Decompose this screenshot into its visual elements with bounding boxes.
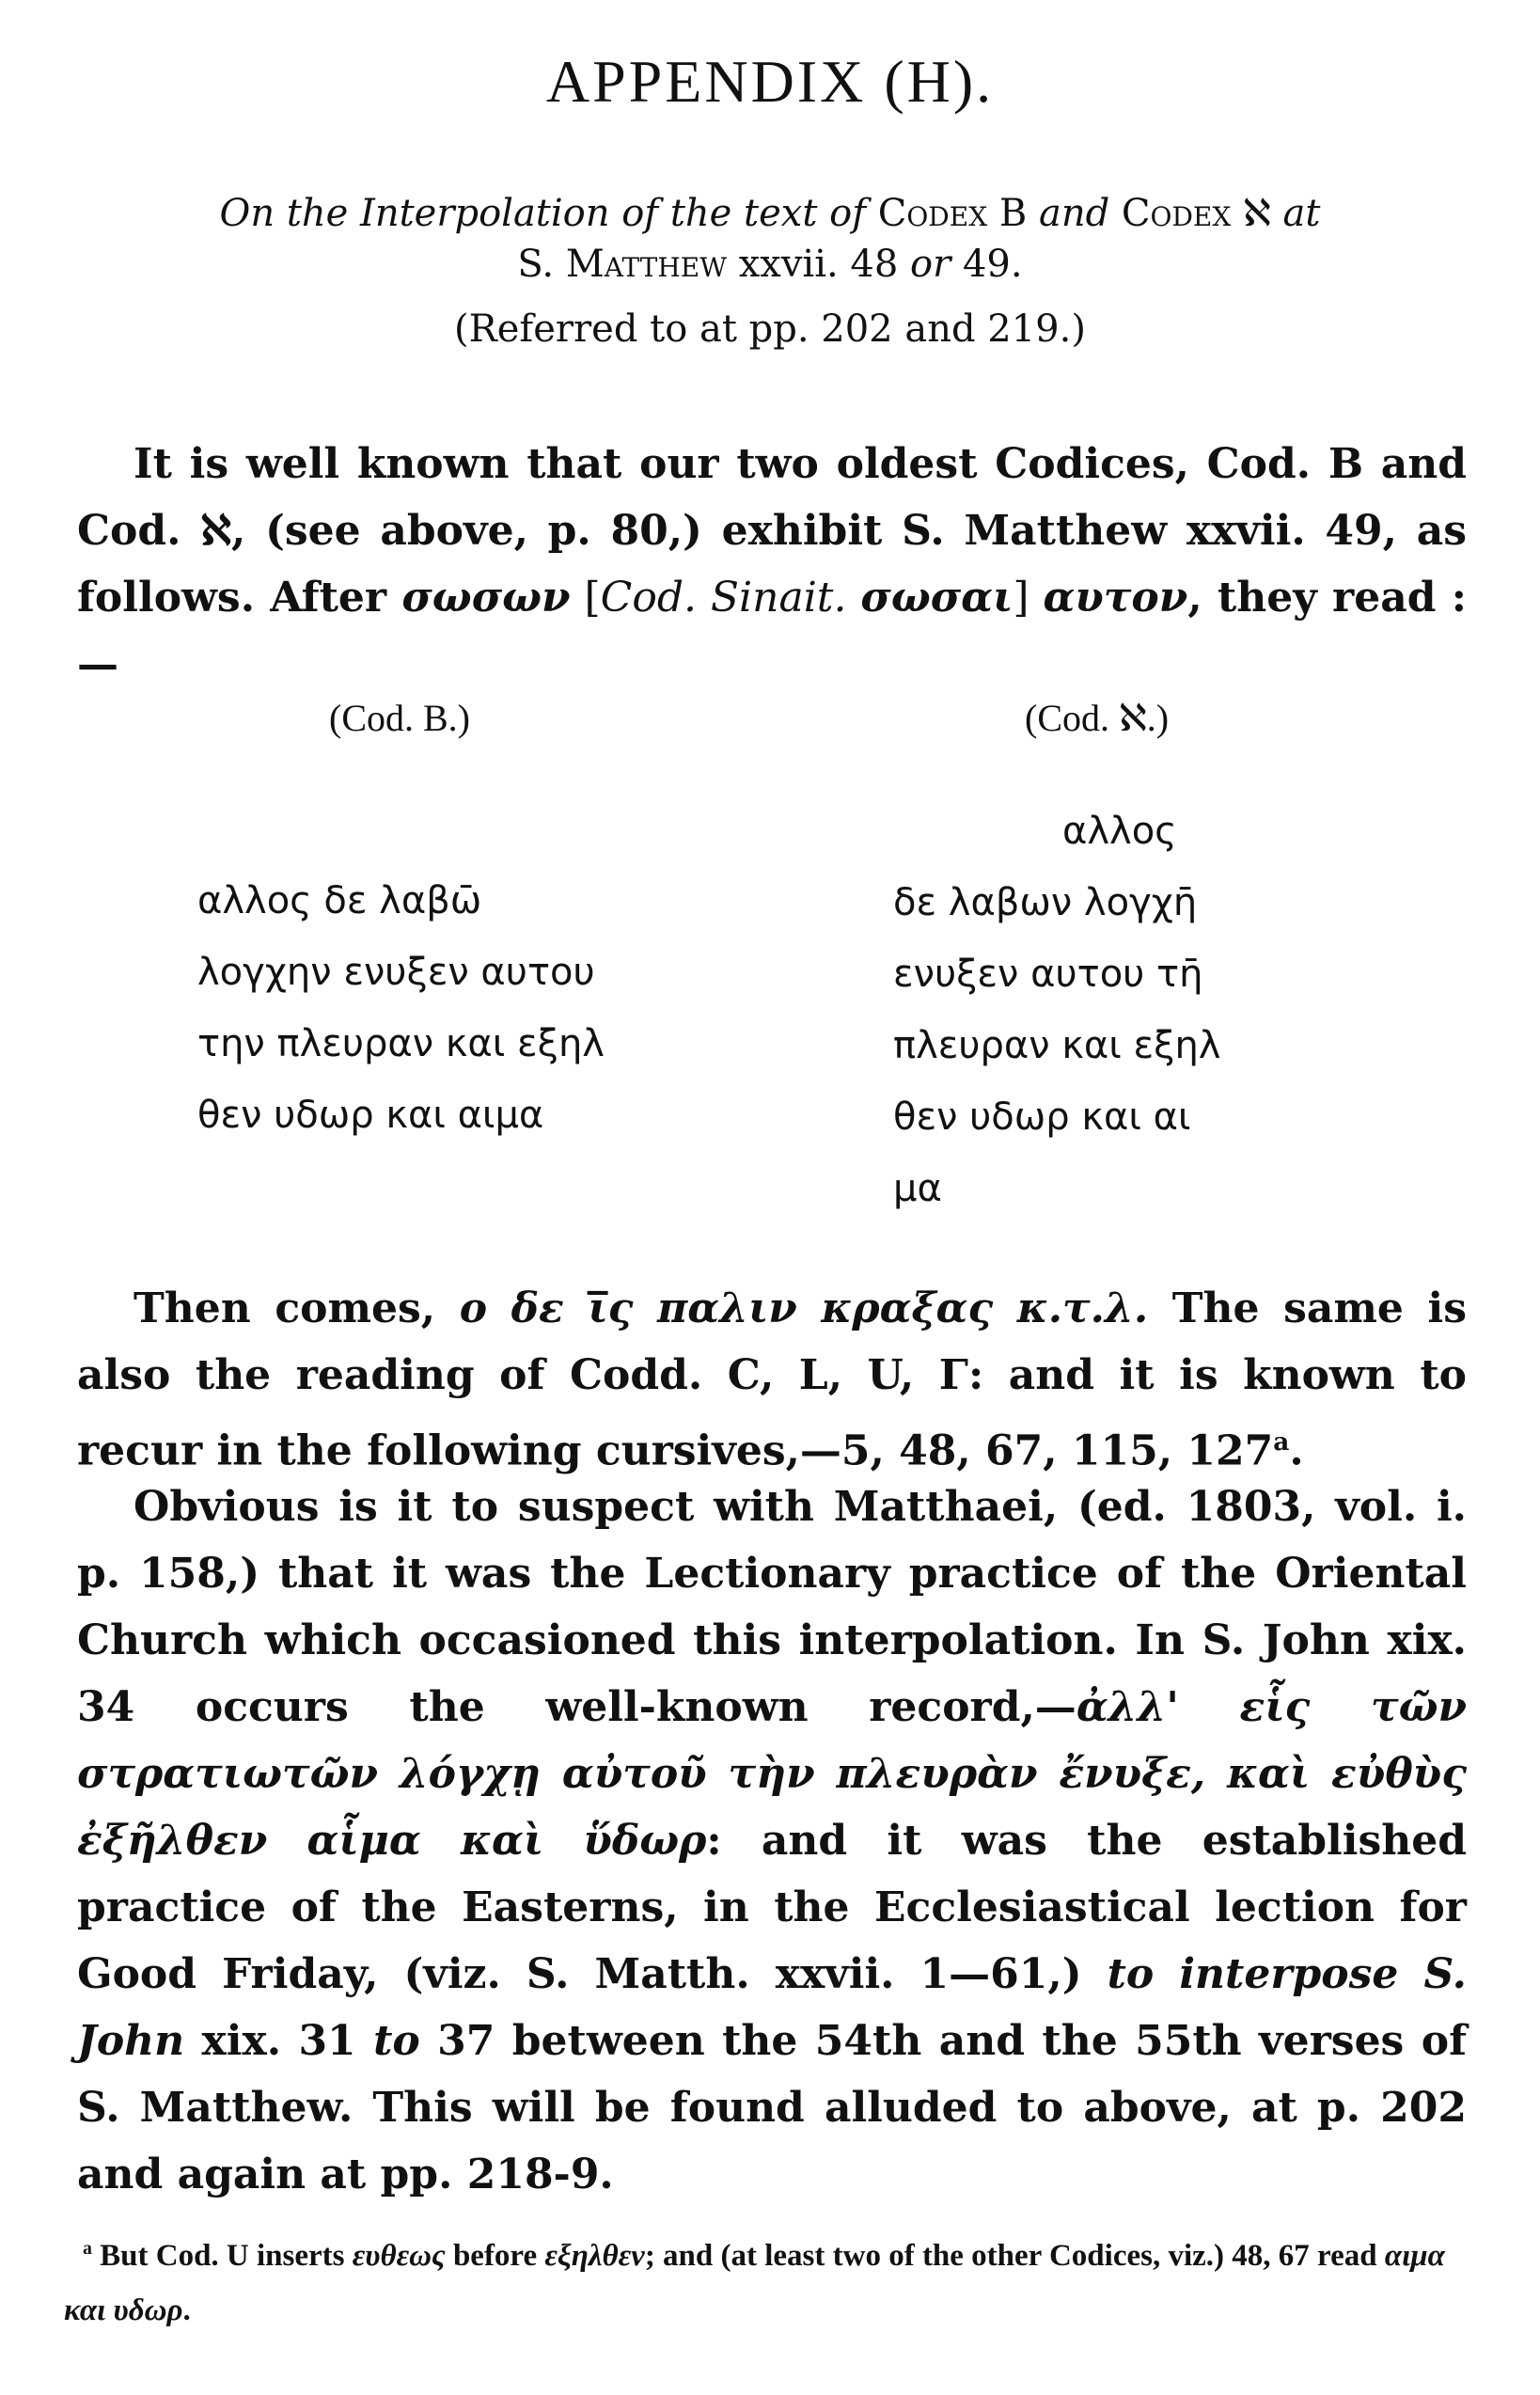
col-aleph-line: δε λαβων λογχη̄	[893, 881, 1198, 924]
reference-note: (Referred to at pp. 202 and 219.)	[454, 307, 1086, 351]
text: Obvious is it to suspect with Matthaei, (ed. 1803, vol. i. p. 158,) that it was the Lectionary practice of the Oriental Church which occasioned this interpolation. In S. John xix. 34 occurs the well-known record,—	[77, 1483, 1467, 1731]
italic-text: to interpose S. John	[77, 1950, 1467, 2065]
greek-text: εξηλθεν	[544, 2239, 645, 2273]
text: ; and (at least two of the other Codices, viz.) 48, 67 read	[644, 2239, 1385, 2273]
text: xix. 31	[184, 2017, 374, 2065]
italic-text: to	[373, 2017, 420, 2065]
subtitle-text: xxvii. 48	[726, 243, 911, 286]
codex-b-label: Codex B	[877, 192, 1028, 235]
text: .	[182, 2293, 191, 2327]
greek-text: σωσαι	[860, 574, 1014, 622]
subtitle	[0, 188, 1540, 290]
greek-text: σωσων	[401, 574, 571, 622]
greek-text: ο δε ι̅ς παλιν κραξας κ.τ.λ.	[459, 1284, 1149, 1332]
col-b-line: λογχην ενυξεν αυτου	[197, 951, 595, 994]
page-title: APPENDIX (H).	[545, 48, 995, 115]
greek-text: ευθεως	[352, 2239, 446, 2273]
col-b-line: θεν υδωρ και αιμα	[197, 1094, 544, 1137]
text: before	[445, 2239, 545, 2273]
col-b-line: αλλος δε λαβω̄	[197, 879, 482, 922]
text: It is well known that our two oldest Codices, Cod. B and Cod. ℵ, (see above, p. 80,) exhibit S. Matthew xxvii. 49, as follows. After	[77, 440, 1467, 622]
subtitle-text: S. Matthew	[517, 243, 727, 286]
col-aleph-line: αλλος	[1062, 810, 1177, 853]
text: , they read :—	[77, 574, 1468, 688]
col-aleph-line: ενυξεν αυτου τη̄	[893, 953, 1203, 996]
text: 37 between the 54th and the 55th verses of S. Matthew. This will be found alluded to above, at p. 202 and again at pp. 218-9.	[77, 2017, 1468, 2198]
text: ]	[1013, 574, 1044, 622]
subtitle-text: On the Interpolation of the text of	[219, 192, 878, 235]
subtitle-text: 49.	[951, 243, 1023, 286]
intro-paragraph	[77, 431, 1467, 698]
codex-aleph-label: Codex ℵ	[1121, 192, 1271, 235]
col-aleph-line: πλευραν και εξηλ	[893, 1024, 1221, 1067]
text: Then comes,	[134, 1284, 460, 1332]
col-aleph-text	[893, 796, 1220, 1224]
text: The same is also the reading of Codd. C, L, U, Γ: and it is known to recur in the following cursives,—5, 48, 67, 115, 127	[77, 1284, 1467, 1475]
footnote-mark: a	[83, 2238, 92, 2259]
text: .	[1289, 1426, 1304, 1475]
col-aleph-heading: (Cod. ℵ.)	[1025, 697, 1170, 739]
col-aleph-line: μα	[893, 1167, 942, 1210]
subtitle-text: and	[1027, 192, 1122, 235]
subtitle-line-2	[0, 239, 1540, 290]
text: : and it was the established practice of the Easterns, in the Ecclesiastical lection for Good Friday, (viz. S. Matth. xxvii. 1—61,)	[77, 1817, 1468, 1998]
subtitle-text: or	[910, 243, 951, 286]
greek-text: ἀλλ' εἷς τῶν στρατιωτῶν λόγχῃ αὐτοῦ τὴν πλευρὰν ἔνυξε, καὶ εὐθὺς ἐξῆλθεν αἷμα καὶ ὕδωρ	[77, 1683, 1467, 1865]
greek-text: αυτον	[1043, 574, 1188, 622]
italic-text: Cod. Sinait.	[600, 574, 861, 622]
body-paragraph-3	[77, 1473, 1467, 2208]
col-b-heading: (Cod. B.)	[329, 697, 470, 739]
body-paragraph-2	[77, 1275, 1467, 1485]
text: But Cod. U inserts	[91, 2239, 353, 2273]
text: [	[570, 574, 601, 622]
col-b-line: την πλευραν και εξηλ	[197, 1022, 605, 1065]
col-b-text	[197, 865, 605, 1151]
subtitle-line-1	[0, 188, 1540, 239]
footnote	[64, 2221, 1474, 2338]
footnote-marker[interactable]: a	[1273, 1427, 1290, 1457]
subtitle-text: at	[1270, 192, 1321, 235]
col-aleph-line: θεν υδωρ και αι	[893, 1095, 1191, 1139]
greek-text: αιμα και υδωρ	[64, 2239, 1445, 2327]
